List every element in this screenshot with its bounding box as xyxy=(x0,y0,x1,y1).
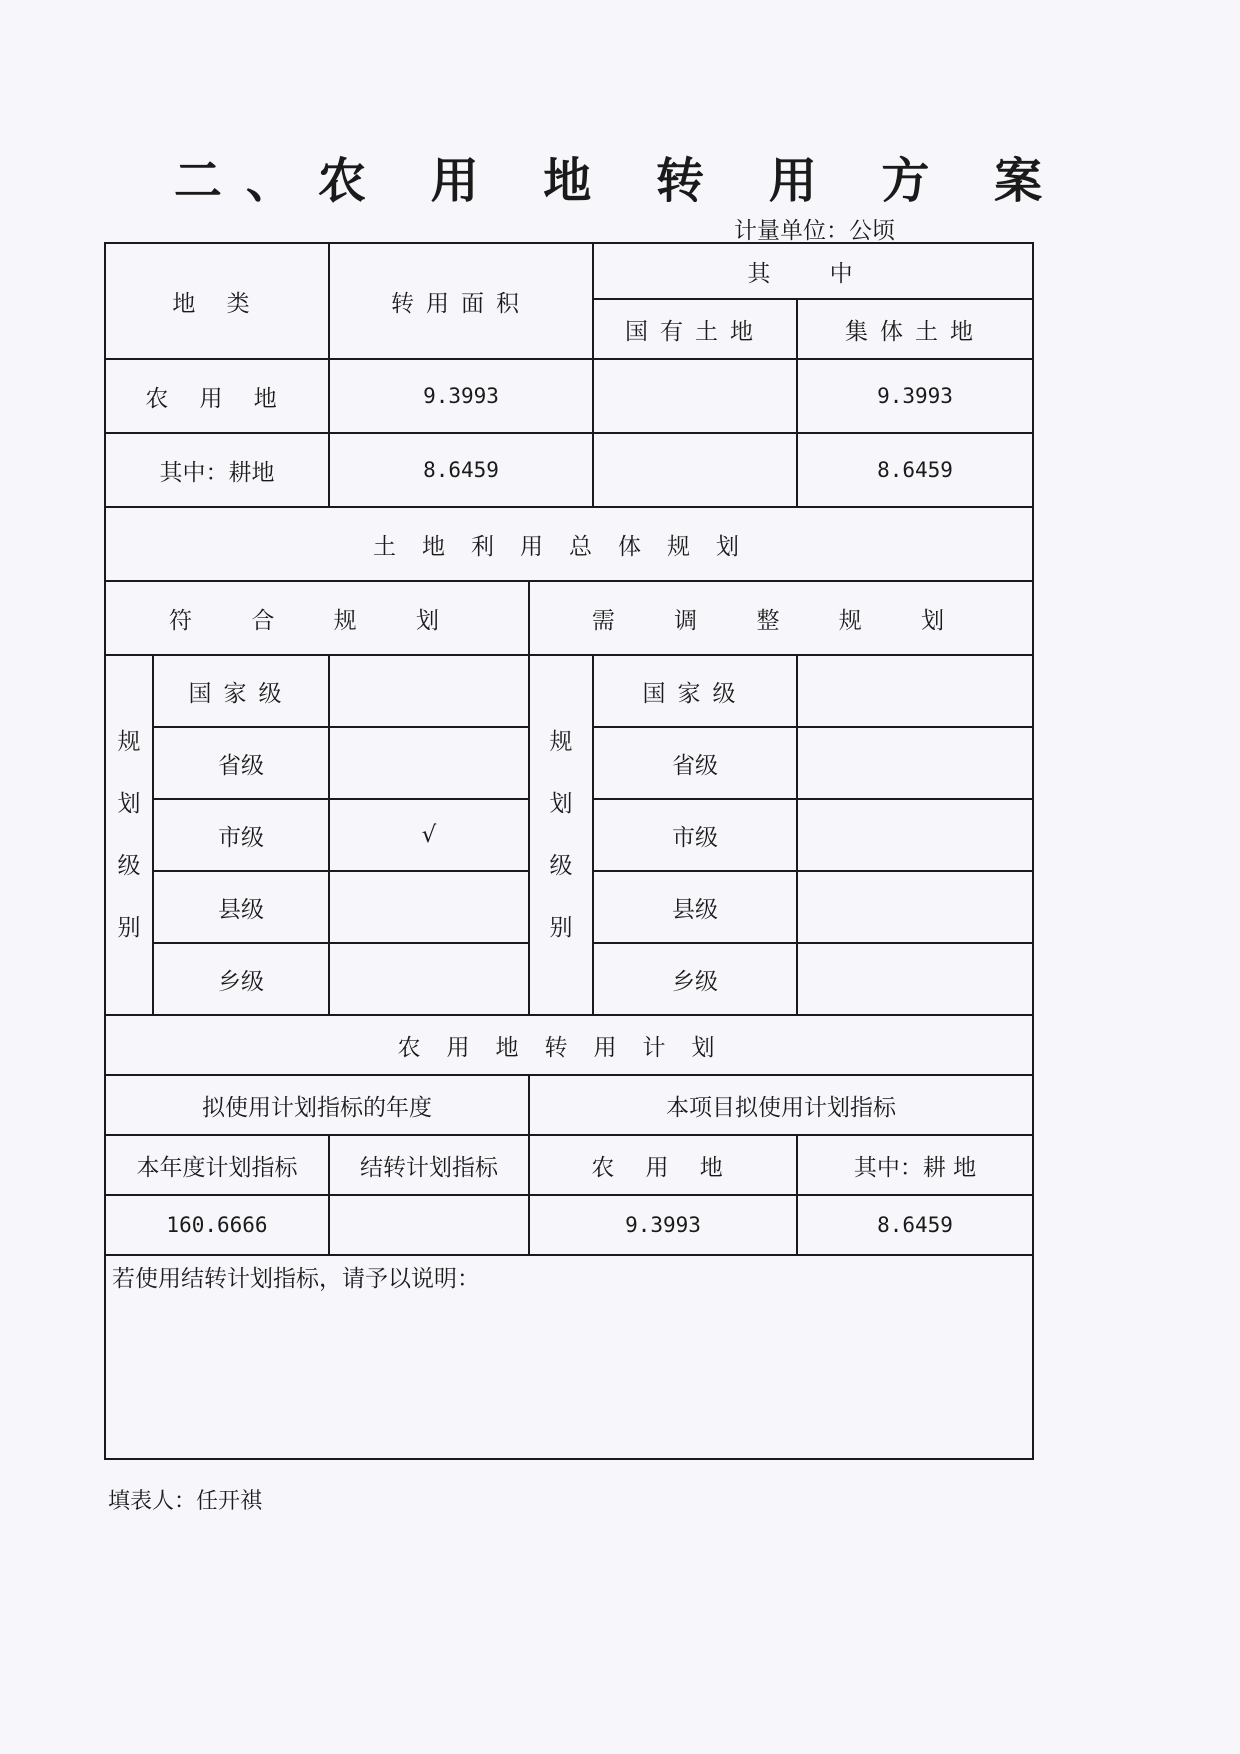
row-collective-farmland: 9.3993 xyxy=(797,359,1033,433)
adjust-city xyxy=(797,799,1033,871)
row-area-cultivated: 8.6459 xyxy=(329,433,593,507)
row-label-cultivated: 其中：耕地 xyxy=(105,433,329,507)
unit-label: 计量单位：公顷 xyxy=(734,218,895,244)
adjust-province xyxy=(797,727,1033,799)
carried-header: 结转计划指标 xyxy=(329,1135,529,1195)
filler-label: 填表人：任开祺 xyxy=(108,1489,263,1514)
level-name-national: 国家级 xyxy=(153,655,329,727)
note-cell xyxy=(105,1255,1033,1459)
level-name-township: 乡级 xyxy=(153,943,329,1015)
adjust-township xyxy=(797,943,1033,1015)
plan-section-header: 土地利用总体规划 xyxy=(105,507,1033,581)
carried-value xyxy=(329,1195,529,1255)
adjust-level-city: 市级 xyxy=(593,799,797,871)
level-label-right: 规 划 级 别 xyxy=(529,655,593,1015)
adjust-county xyxy=(797,871,1033,943)
level-name-county: 县级 xyxy=(153,871,329,943)
conform-city-check: √ xyxy=(329,799,529,871)
year-indicator-header: 拟使用计划指标的年度 xyxy=(105,1075,529,1135)
level-name-city: 市级 xyxy=(153,799,329,871)
plan-title: 农用地转用计划 xyxy=(105,1015,1033,1075)
conversion-table xyxy=(104,242,1034,1460)
adjust-national xyxy=(797,655,1033,727)
collective-land-header: 集体土地 xyxy=(797,299,1033,359)
cultivated-header: 其中：耕 地 xyxy=(797,1135,1033,1195)
state-land-header: 国有土地 xyxy=(593,299,797,359)
adjust-level-township: 乡级 xyxy=(593,943,797,1015)
note-label: 若使用结转计划指标，请予以说明： xyxy=(112,1266,480,1292)
conform-header: 符 合 规 划 xyxy=(105,581,529,655)
farmland-value: 9.3993 xyxy=(529,1195,797,1255)
conv-area-header: 转用面积 xyxy=(329,243,593,359)
conform-national xyxy=(329,655,529,727)
conform-province xyxy=(329,727,529,799)
row-area-farmland: 9.3993 xyxy=(329,359,593,433)
land-type-header: 地 类 xyxy=(105,243,329,359)
page-title: 二、农 用 地 转 用 方 案 xyxy=(173,153,1067,209)
row-label-farmland: 农 用 地 xyxy=(105,359,329,433)
adjust-header: 需 调 整 规 划 xyxy=(529,581,1033,655)
level-name-province: 省级 xyxy=(153,727,329,799)
among-header: 其 中 xyxy=(593,243,1033,299)
row-state-cultivated xyxy=(593,433,797,507)
adjust-level-province: 省级 xyxy=(593,727,797,799)
project-indicator-header: 本项目拟使用计划指标 xyxy=(529,1075,1033,1135)
this-year-value: 160.6666 xyxy=(105,1195,329,1255)
row-collective-cultivated: 8.6459 xyxy=(797,433,1033,507)
row-state-farmland xyxy=(593,359,797,433)
conform-county xyxy=(329,871,529,943)
this-year-header: 本年度计划指标 xyxy=(105,1135,329,1195)
farmland-header: 农 用 地 xyxy=(529,1135,797,1195)
cultivated-value: 8.6459 xyxy=(797,1195,1033,1255)
conform-township xyxy=(329,943,529,1015)
adjust-level-county: 县级 xyxy=(593,871,797,943)
level-label-left: 规 划 级 别 xyxy=(105,655,153,1015)
adjust-level-national: 国家级 xyxy=(593,655,797,727)
